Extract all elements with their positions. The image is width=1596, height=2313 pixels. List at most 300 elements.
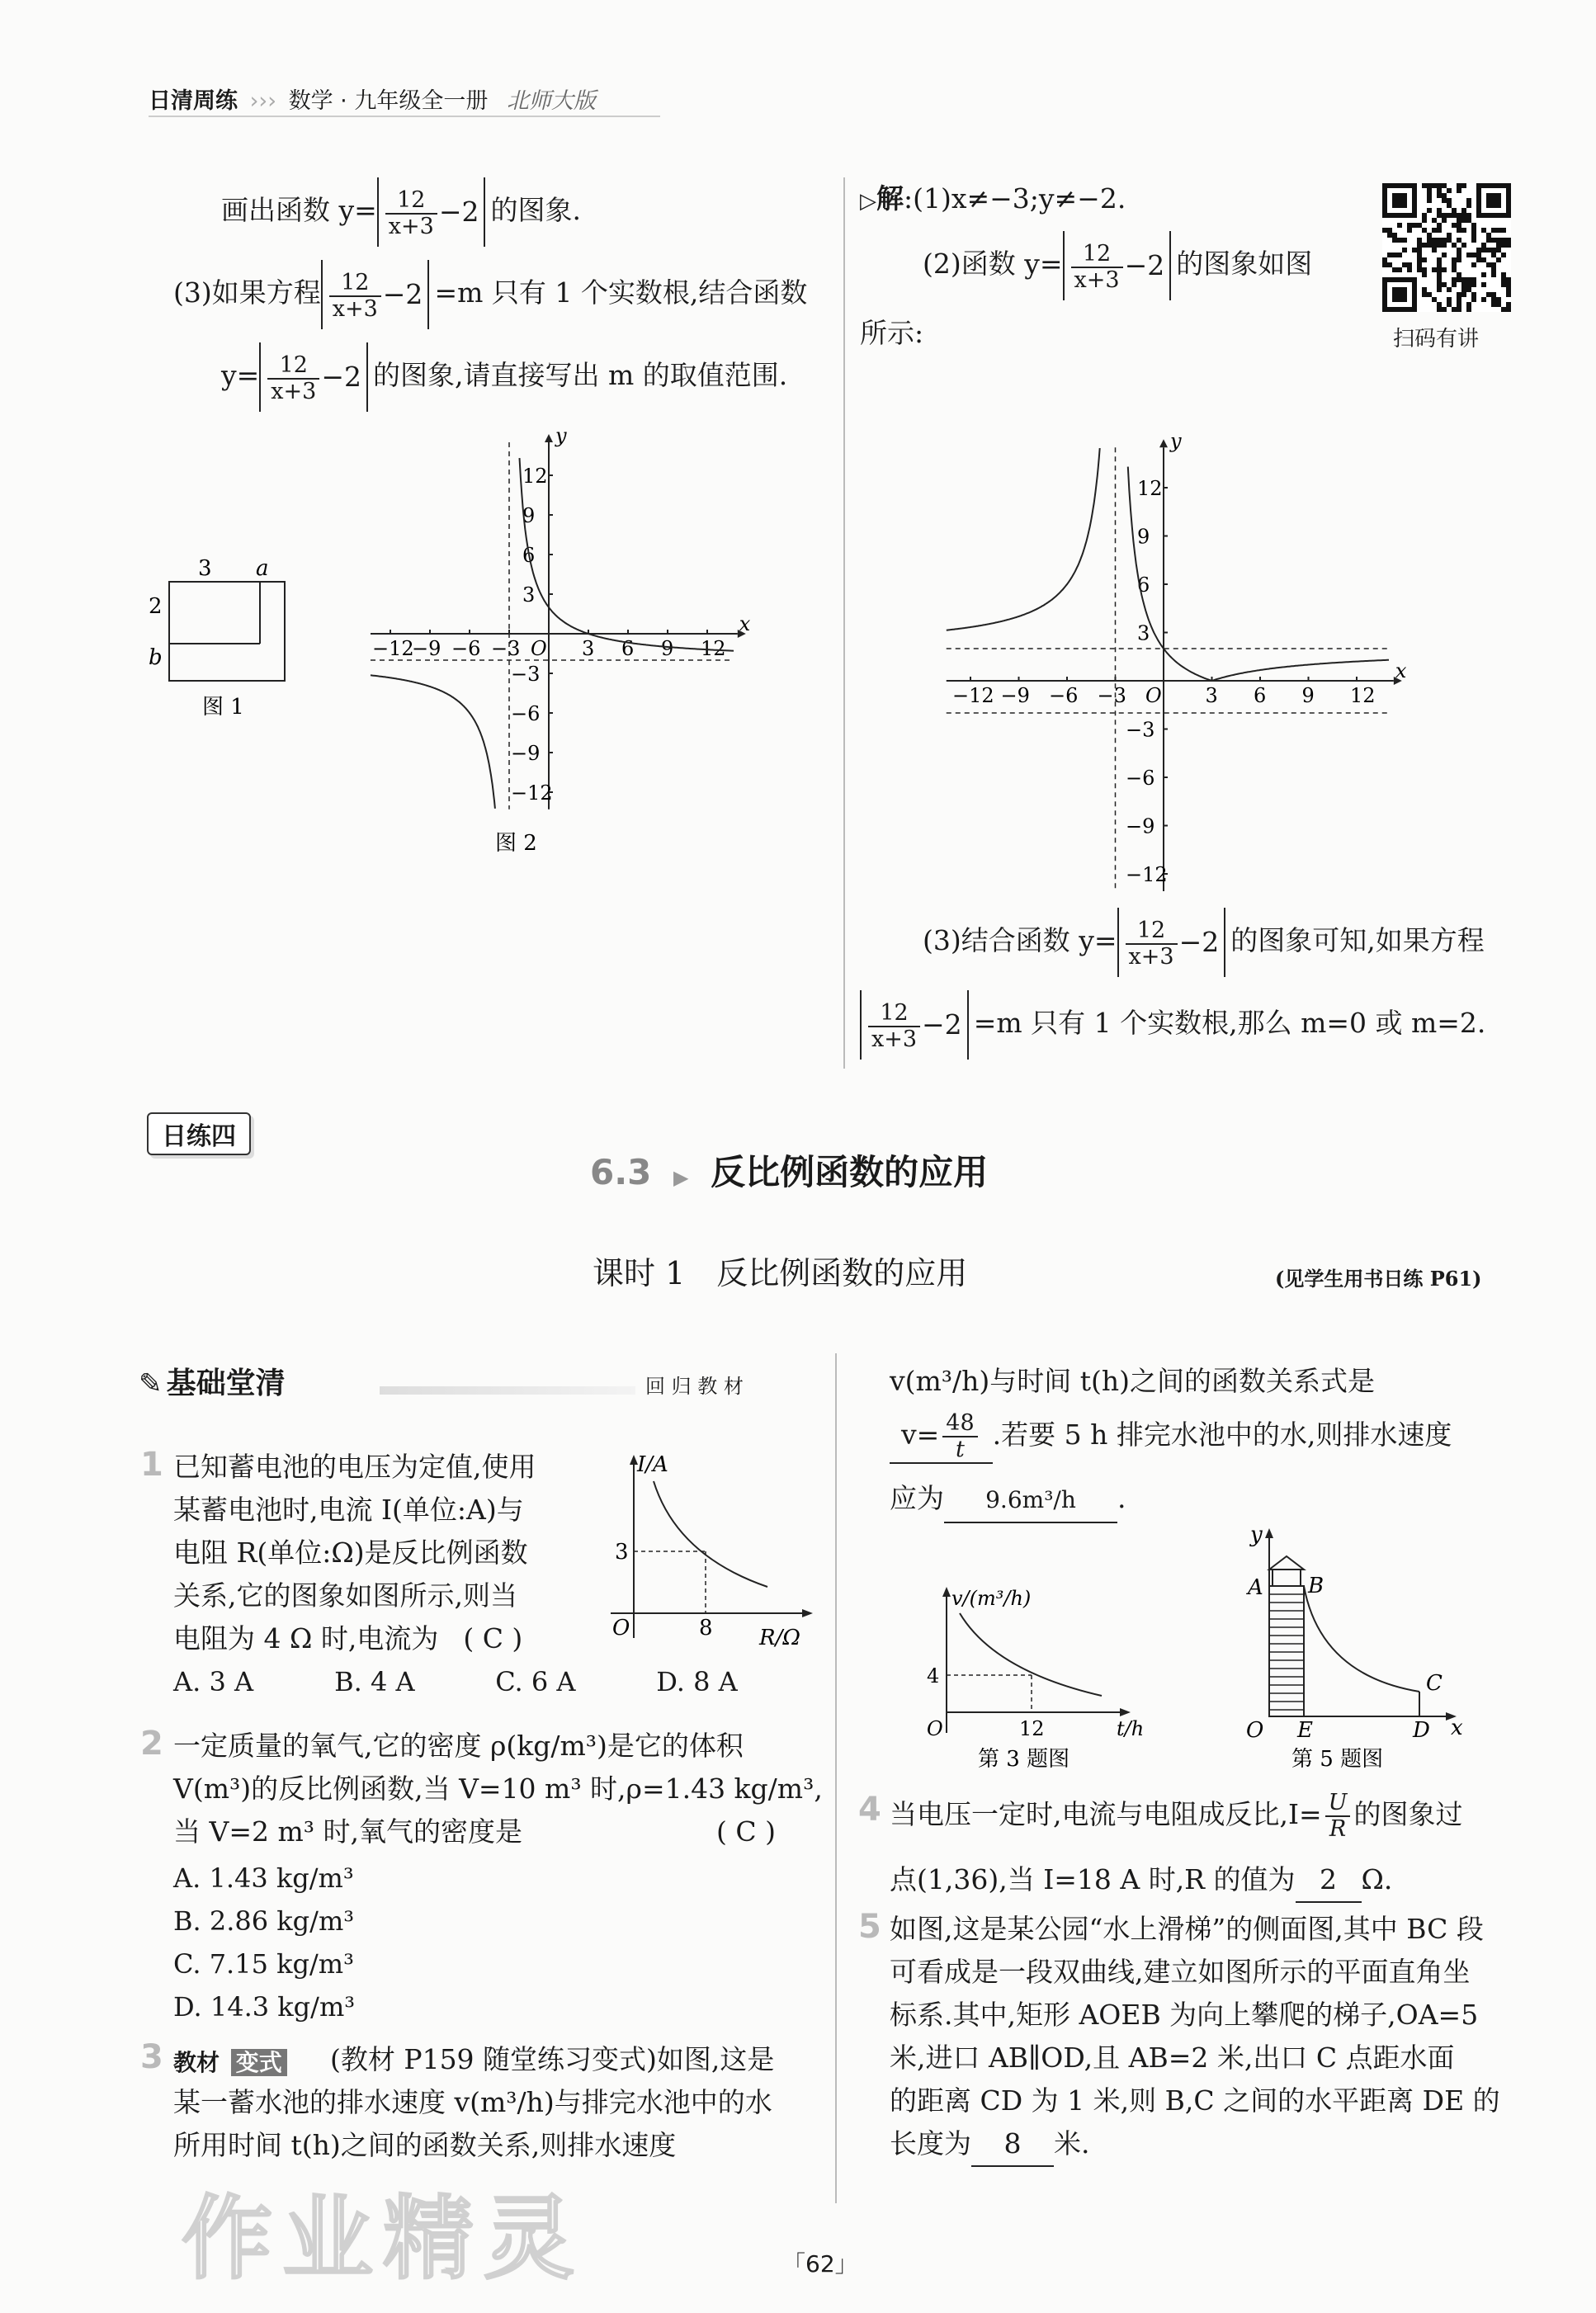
qr-module xyxy=(1466,253,1471,257)
fig5-tower-top xyxy=(1273,1570,1301,1586)
x-tick-label: 3 xyxy=(582,637,595,660)
top-left-q3-line3: y= $\frac{12}{x+3}$ −2 的图象,请直接写出 m 的取值范围. xyxy=(221,342,787,412)
qr-module xyxy=(1486,248,1491,253)
qr-module xyxy=(1437,208,1442,213)
q1-origin: O xyxy=(612,1616,630,1640)
lesson-title: 课时 1 反比例函数的应用 xyxy=(593,1255,968,1291)
qr-module xyxy=(1392,253,1397,257)
qr-module xyxy=(1422,267,1427,272)
q1-number: 1 xyxy=(140,1446,163,1484)
qr-module xyxy=(1501,243,1506,248)
qr-module xyxy=(1442,267,1447,272)
qr-module xyxy=(1422,243,1427,248)
qr-caption: 扫码有讲 xyxy=(1393,327,1480,352)
qr-module xyxy=(1417,238,1422,243)
qr-module xyxy=(1471,262,1476,267)
figure-2 xyxy=(347,429,825,858)
solution-figure xyxy=(924,413,1469,891)
qr-module xyxy=(1466,203,1471,208)
qr-module xyxy=(1501,272,1506,277)
origin-label: O xyxy=(531,637,547,660)
qr-module xyxy=(1437,272,1442,277)
qr-module xyxy=(1422,228,1427,233)
qr-module xyxy=(1432,218,1437,223)
qr-module xyxy=(1447,188,1452,193)
qr-module xyxy=(1471,253,1476,257)
qr-module xyxy=(1501,282,1506,287)
qr-module xyxy=(1427,238,1432,243)
qr-module xyxy=(1496,302,1501,307)
series-name: 日清周练 xyxy=(149,88,238,114)
y-tick-label: −6 xyxy=(511,702,541,725)
q2-option-b: B. 2.86 kg/m³ xyxy=(173,1905,355,1937)
q3-x-arrow xyxy=(1120,1708,1131,1716)
qr-module xyxy=(1481,282,1486,287)
qr-module xyxy=(1471,228,1476,233)
q1-option-b: B. 4 A xyxy=(334,1666,415,1697)
qr-module xyxy=(1461,218,1466,223)
qr-module xyxy=(1461,228,1466,233)
q3-answer: 9.6m³/h xyxy=(944,1479,1117,1523)
q4-line2: 点(1,36),当 I=18 A 时,R 的值为 2 Ω. xyxy=(890,1858,1392,1903)
origin-label: O xyxy=(1145,684,1162,707)
column-divider-bottom xyxy=(835,1353,837,2203)
qr-module xyxy=(1486,238,1491,243)
subject-name: 数学 · 九年级全一册 xyxy=(288,88,489,114)
qr-module xyxy=(1471,282,1476,287)
qr-module xyxy=(1417,248,1422,253)
qr-module xyxy=(1481,257,1486,262)
fig1-label-a: a xyxy=(256,556,269,581)
qr-module xyxy=(1471,233,1476,238)
qr-module xyxy=(1476,257,1481,262)
qr-module xyxy=(1397,253,1402,257)
qr-module xyxy=(1476,253,1481,257)
qr-module xyxy=(1437,307,1442,312)
q2-options xyxy=(173,1857,355,2028)
qr-module xyxy=(1457,223,1461,228)
qr-module xyxy=(1397,238,1402,243)
qr-module xyxy=(1457,218,1461,223)
qr-module xyxy=(1437,282,1442,287)
y-tick-label: 6 xyxy=(522,544,536,567)
q3-x-label: t/h xyxy=(1117,1717,1145,1740)
qr-finder-core xyxy=(1392,287,1407,302)
q3-y-value: 4 xyxy=(927,1664,940,1688)
qr-module xyxy=(1486,292,1491,297)
q1-y-value: 3 xyxy=(615,1540,629,1565)
qr-module xyxy=(1407,228,1412,233)
qr-module xyxy=(1491,228,1496,233)
qr-module xyxy=(1387,253,1392,257)
basic-tag: 回 归 教 材 xyxy=(645,1375,744,1398)
solution-part3: (3)结合函数 y= $\frac{12}{x+3}$ −2 的图象可知,如果方程 xyxy=(923,908,1485,977)
qr-module xyxy=(1491,248,1496,253)
y-tick-label: 3 xyxy=(1137,621,1150,645)
qr-module xyxy=(1506,238,1511,243)
qr-module xyxy=(1437,243,1442,248)
solution-part1: ▷解:(1)x≠−3;y≠−2. xyxy=(860,182,1126,215)
qr-module xyxy=(1461,282,1466,287)
qr-module xyxy=(1501,307,1506,312)
q2-option-c: C. 7.15 kg/m³ xyxy=(173,1948,354,1980)
qr-module xyxy=(1437,277,1442,282)
q3-x-value: 12 xyxy=(1019,1717,1045,1740)
y-tick-label: −3 xyxy=(511,663,541,686)
qr-module xyxy=(1471,297,1476,302)
qr-module xyxy=(1417,243,1422,248)
qr-module xyxy=(1447,287,1452,292)
x-tick-label: 9 xyxy=(1301,684,1315,707)
top-left-q3-line: (3)如果方程 $\frac{12}{x+3}$ −2 =m 只有 1 个实数根,结合函数 xyxy=(173,260,807,329)
solution-label: 解 xyxy=(876,182,904,215)
q3-line1: (教材 P159 随堂练习变式)如图,这是 xyxy=(330,2043,775,2075)
qr-module xyxy=(1442,307,1447,312)
left-branch xyxy=(371,675,495,809)
q3-graph xyxy=(912,1580,1159,1774)
fig5-label-d: D xyxy=(1413,1718,1430,1743)
qr-module xyxy=(1452,257,1457,262)
qr-module xyxy=(1432,248,1437,253)
qr-module xyxy=(1397,223,1402,228)
header-separator: ››› xyxy=(249,88,276,114)
x-tick-label: 3 xyxy=(1205,684,1218,707)
left-branch xyxy=(947,448,1100,630)
qr-module xyxy=(1452,282,1457,287)
q3-line2: 某一蓄水池的排水速度 v(m³/h)与排完水池中的水 xyxy=(173,2086,772,2118)
qr-finder-core xyxy=(1486,193,1501,208)
y-tick-label: −12 xyxy=(511,781,553,805)
solution-part2: (2)函数 y= $\frac{12}{x+3}$ −2 的图象如图 xyxy=(923,231,1312,300)
q5-number: 5 xyxy=(858,1908,881,1946)
qr-module xyxy=(1412,248,1417,253)
lesson-reference: (见学生用书日练 P61) xyxy=(1275,1267,1482,1291)
qr-module xyxy=(1466,198,1471,203)
qr-module xyxy=(1442,243,1447,248)
qr-module xyxy=(1461,208,1466,213)
qr-module xyxy=(1496,248,1501,253)
qr-module xyxy=(1422,257,1427,262)
qr-module xyxy=(1501,253,1506,257)
q4-line1: 当电压一定时,电流与电阻成反比,I= $\frac{U}{R}$ 的图象过 xyxy=(890,1790,1463,1842)
page-bracket-right: 」 xyxy=(834,2250,858,2278)
qr-module xyxy=(1397,267,1402,272)
qr-module xyxy=(1402,262,1407,267)
qr-module xyxy=(1481,243,1486,248)
qr-module xyxy=(1452,262,1457,267)
qr-module xyxy=(1387,262,1392,267)
qr-module xyxy=(1486,233,1491,238)
qr-module xyxy=(1422,272,1427,277)
fig5-label-b: B xyxy=(1308,1574,1324,1598)
q1-text: 已知蓄电池的电压为定值,使用 某蓄电池时,电流 I(单位:A)与 电阻 R(单位:Ω)是反比例函数 关系,它的图象如图所示,则当 电阻为 4 Ω 时,电流为 ( C ) xyxy=(173,1451,536,1655)
qr-module xyxy=(1491,302,1496,307)
y-tick-label: 12 xyxy=(522,465,548,488)
q3-formula: v= $\frac{48}{t}$ xyxy=(890,1411,993,1464)
qr-module xyxy=(1407,223,1412,228)
abs-expression: $\frac{12}{x+3}$ −2 xyxy=(860,990,969,1060)
qr-module xyxy=(1417,253,1422,257)
q2-text: 一定质量的氧气,它的密度 ρ(kg/m³)是它的体积 V(m³)的反比例函数,当 V=10 m³ 时,ρ=1.43 kg/m³, 当 V=2 m³ 时,氧气的密度是 ( C ) xyxy=(173,1730,823,1848)
qr-module xyxy=(1427,243,1432,248)
qr-module xyxy=(1452,223,1457,228)
section-name: 反比例函数的应用 xyxy=(711,1152,989,1192)
qr-module xyxy=(1466,282,1471,287)
qr-module xyxy=(1457,257,1461,262)
header-rule xyxy=(149,116,660,117)
q1-x-label: R/Ω xyxy=(759,1626,800,1650)
qr-module xyxy=(1452,277,1457,282)
q3-cont-line2: v= $\frac{48}{t}$ .若要 5 h 排完水池中的水,则排水速度 xyxy=(890,1411,1452,1464)
solution-part2-line2: 所示: xyxy=(860,317,924,349)
qr-module xyxy=(1407,262,1412,267)
qr-module xyxy=(1447,302,1452,307)
y-axis-arrow xyxy=(545,434,553,442)
qr-module xyxy=(1442,193,1447,198)
section-arrow: ▶ xyxy=(673,1166,689,1189)
qr-module xyxy=(1452,243,1457,248)
qr-module xyxy=(1437,223,1442,228)
qr-module xyxy=(1417,257,1422,262)
y-tick-label: −3 xyxy=(1126,718,1155,742)
qr-module xyxy=(1491,262,1496,267)
qr-finder-core xyxy=(1392,193,1407,208)
qr-module xyxy=(1442,198,1447,203)
qr-module xyxy=(1432,243,1437,248)
q3-cont-line3: 应为 9.6m³/h . xyxy=(890,1477,1126,1523)
q1-x-arrow xyxy=(802,1609,813,1617)
pencil-icon: ✎ xyxy=(139,1367,163,1400)
qr-module xyxy=(1466,307,1471,312)
qr-module xyxy=(1447,213,1452,218)
qr-module xyxy=(1422,213,1427,218)
qr-module xyxy=(1432,238,1437,243)
fig5-caption: 第 5 题图 xyxy=(1291,1747,1384,1772)
qr-module xyxy=(1452,213,1457,218)
qr-module xyxy=(1452,307,1457,312)
abs-expression: $\frac{12}{x+3}$ −2 xyxy=(1117,908,1226,977)
q1-option-d: D. 8 A xyxy=(656,1666,738,1697)
x-tick-label: −3 xyxy=(1097,684,1126,707)
qr-module xyxy=(1437,193,1442,198)
page-bracket-left: 「 xyxy=(782,2250,806,2278)
y-tick-label: −12 xyxy=(1126,863,1168,886)
qr-module xyxy=(1471,292,1476,297)
qr-module xyxy=(1442,282,1447,287)
qr-module xyxy=(1457,248,1461,253)
qr-module xyxy=(1496,297,1501,302)
fig1-outer-rect xyxy=(169,582,285,681)
qr-module xyxy=(1506,287,1511,292)
column-divider-top xyxy=(843,177,845,1069)
fig5-ladder-rungs xyxy=(1269,1594,1304,1710)
qr-module xyxy=(1496,257,1501,262)
qr-module xyxy=(1461,292,1466,297)
qr-module xyxy=(1442,213,1447,218)
qr-module xyxy=(1382,228,1387,233)
qr-module xyxy=(1432,297,1437,302)
q1-graph xyxy=(594,1448,825,1655)
qr-module xyxy=(1437,262,1442,267)
qr-module xyxy=(1491,267,1496,272)
qr-module xyxy=(1452,208,1457,213)
basic-header-bar xyxy=(380,1386,635,1395)
qr-module xyxy=(1427,198,1432,203)
fig1-label-b: b xyxy=(149,645,163,670)
q3-caption: 第 3 题图 xyxy=(978,1747,1070,1772)
q4-number: 4 xyxy=(858,1791,881,1829)
qr-module xyxy=(1447,233,1452,238)
qr-module xyxy=(1457,238,1461,243)
qr-module xyxy=(1457,297,1461,302)
qr-module xyxy=(1457,277,1461,282)
qr-module xyxy=(1457,307,1461,312)
qr-module xyxy=(1422,183,1427,188)
qr-module xyxy=(1387,228,1392,233)
qr-module xyxy=(1461,277,1466,282)
q1-answer: ( C ) xyxy=(463,1622,523,1655)
q1-option-a: A. 3 A xyxy=(173,1666,254,1697)
qr-module xyxy=(1392,267,1397,272)
qr-module xyxy=(1427,188,1432,193)
y-tick-label: −6 xyxy=(1126,767,1155,790)
qr-module xyxy=(1457,292,1461,297)
qr-module xyxy=(1466,218,1471,223)
qr-module xyxy=(1422,287,1427,292)
qr-module xyxy=(1437,228,1442,233)
solution-marker: ▷ xyxy=(860,189,876,214)
abs-expression: $\frac{12}{x+3}$ −2 xyxy=(259,342,368,412)
qr-module xyxy=(1402,238,1407,243)
y-tick-label: 12 xyxy=(1137,477,1163,500)
qr-module xyxy=(1461,183,1466,188)
page-number: 「62」 xyxy=(782,2250,858,2278)
q1-y-label: I/A xyxy=(637,1452,668,1477)
abs-expression: $\frac{12}{x+3}$ −2 xyxy=(1063,231,1172,300)
q3-curve xyxy=(960,1613,1102,1696)
qr-module xyxy=(1427,208,1432,213)
qr-module xyxy=(1417,267,1422,272)
qr-module xyxy=(1481,248,1486,253)
qr-module xyxy=(1382,257,1387,262)
figure-1 xyxy=(144,549,309,726)
x-axis-label: x xyxy=(739,612,751,635)
qr-module xyxy=(1452,267,1457,272)
qr-module xyxy=(1457,272,1461,277)
fig5-slide-curve xyxy=(1304,1586,1419,1692)
qr-module xyxy=(1437,213,1442,218)
q1-options xyxy=(173,1660,738,1703)
qr-module xyxy=(1491,253,1496,257)
q4-answer: 2 xyxy=(1296,1858,1362,1903)
fig5-y-label: y xyxy=(1250,1522,1263,1547)
qr-module xyxy=(1506,277,1511,282)
qr-module xyxy=(1457,228,1461,233)
qr-code[interactable] xyxy=(1382,183,1511,312)
q1-curve xyxy=(654,1481,767,1587)
qr-module xyxy=(1506,302,1511,307)
x-tick-label: 6 xyxy=(1254,684,1267,707)
q3-tags xyxy=(173,2045,287,2078)
x-tick-label: −6 xyxy=(1049,684,1079,707)
y-tick-label: 9 xyxy=(1137,525,1150,549)
qr-module xyxy=(1437,257,1442,262)
fig1-label-3: 3 xyxy=(198,556,212,581)
qr-module xyxy=(1461,243,1466,248)
section-number: 6.3 xyxy=(590,1152,652,1192)
x-tick-label: −12 xyxy=(952,684,994,707)
y-tick-label: 9 xyxy=(522,504,536,527)
qr-module xyxy=(1491,238,1496,243)
section-title xyxy=(590,1145,988,1195)
q3-y-arrow xyxy=(942,1587,951,1597)
qr-module xyxy=(1447,198,1452,203)
qr-module xyxy=(1471,238,1476,243)
basic-section-header xyxy=(139,1360,286,1402)
qr-module xyxy=(1427,193,1432,198)
qr-module xyxy=(1476,248,1481,253)
q3-tag-variant: 变式 xyxy=(231,2049,287,2076)
y-tick-label: −9 xyxy=(511,742,541,765)
qr-module xyxy=(1496,243,1501,248)
qr-module xyxy=(1437,188,1442,193)
abs-expression: $\frac{12}{x+3}$ −2 xyxy=(321,260,430,329)
qr-module xyxy=(1466,277,1471,282)
fig5-tower-roof xyxy=(1269,1556,1304,1570)
qr-module xyxy=(1407,267,1412,272)
qr-module xyxy=(1412,223,1417,228)
abs-expression: $\frac{12}{x+3}$ −2 xyxy=(377,177,486,247)
qr-module xyxy=(1457,183,1461,188)
y-tick-label: 3 xyxy=(522,583,536,607)
qr-module xyxy=(1481,272,1486,277)
basic-title: 基础堂清 xyxy=(166,1367,286,1400)
qr-module xyxy=(1501,277,1506,282)
qr-module xyxy=(1457,253,1461,257)
fig5-label-e: E xyxy=(1297,1718,1313,1743)
qr-module xyxy=(1491,292,1496,297)
fig5-ladder xyxy=(1269,1586,1304,1716)
y-tick-label: 6 xyxy=(1137,574,1150,597)
qr-module xyxy=(1496,238,1501,243)
fig1-label-2: 2 xyxy=(149,594,163,619)
qr-module xyxy=(1496,228,1501,233)
qr-module xyxy=(1382,262,1387,267)
qr-module xyxy=(1447,238,1452,243)
qr-module xyxy=(1422,218,1427,223)
qr-module xyxy=(1457,188,1461,193)
qr-module xyxy=(1417,262,1422,267)
qr-module xyxy=(1432,228,1437,233)
qr-module xyxy=(1427,292,1432,297)
qr-module xyxy=(1437,302,1442,307)
qr-module xyxy=(1471,223,1476,228)
qr-module xyxy=(1432,183,1437,188)
qr-module xyxy=(1437,267,1442,272)
qr-module xyxy=(1427,233,1432,238)
qr-module xyxy=(1442,238,1447,243)
y-axis-arrow xyxy=(1159,439,1168,447)
qr-module xyxy=(1506,292,1511,297)
x-tick-label: −3 xyxy=(491,637,521,660)
qr-module xyxy=(1387,233,1392,238)
qr-module xyxy=(1437,183,1442,188)
qr-module xyxy=(1392,233,1397,238)
x-tick-label: 6 xyxy=(621,637,635,660)
qr-module xyxy=(1437,287,1442,292)
qr-module xyxy=(1422,292,1427,297)
q3-cont-line1: v(m³/h)与时间 t(h)之间的函数关系式是 xyxy=(890,1365,1376,1397)
